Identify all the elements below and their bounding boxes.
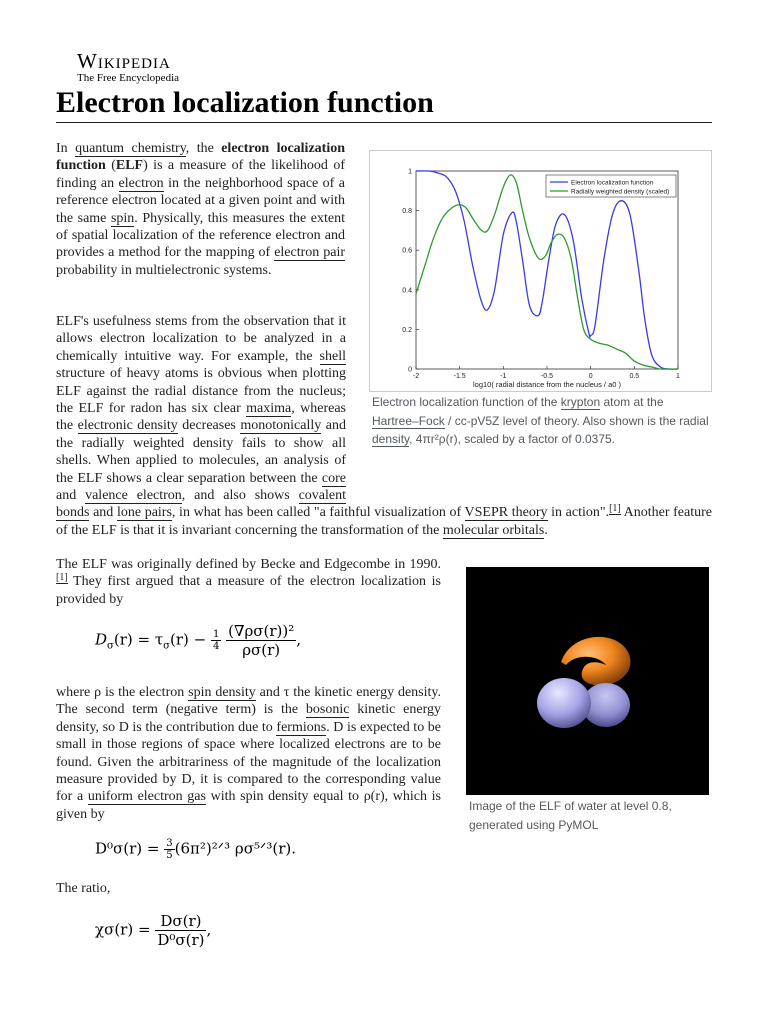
link-core[interactable]: core [321,470,346,486]
term-elf: electron localization function [56,141,346,174]
link-molecular-orbitals[interactable]: molecular orbitals [442,522,545,538]
link-spin-density[interactable]: spin density [188,685,256,700]
explanation-paragraph: where ρ is the electron spin density and τ the kinetic energy density. The second term (negative term) is the bosonic kinetic energy density, so D is the contribution due to fermions. D is expected to be small in those regions of space where localized electrons are to be found. Given the arbitrariness of the magnitude of the localization measure provided by D, it is compared to the corresponding value for a uniform electron gas with spin density equal to ρ(r), which is given by [56,685,442,822]
reference-1[interactable]: [1] [56,571,68,583]
logo-tagline: The Free Encyclopedia [77,72,180,84]
link-density[interactable]: density [372,432,410,446]
y-tick-label: 0.6 [402,247,412,255]
link-lone-pairs[interactable]: lone pairs [116,505,172,521]
link-uniform-electron-gas[interactable]: uniform electron gas [87,789,206,805]
page-title: Electron localization function [56,84,712,123]
link-monotonically[interactable]: monotonically [240,418,322,434]
link-krypton[interactable]: krypton [560,395,601,409]
logo-wordmark: Wikipedia [77,49,171,73]
y-tick-label: 0.8 [402,208,412,216]
x-axis-label: log10( radial distance from the nucleus / a0 ) [473,380,621,389]
x-tick-label: 1 [676,373,680,380]
usefulness-paragraph: ELF's usefulness stems from the observation that it allows electron localization to be analyzed in a chemically intuitive way. For example, the shell structure of heavy atoms is obvious when plotting ELF against the radial distance from the nucleus; the ELF for radon has six clear maxima, whereas the electronic density decreases monotonically and the radially weighted density fails to show all shells. When applied to molecules, an analysis of the ELF shows a clear separation between the core and valence electron, and also shows covalent bonds and lone pairs, in what has been called "a faithful visualization of VSEPR theory in action".[1] Another feature of the ELF is that it is invariant concerning the transformation of the molecular orbitals. [56,314,713,538]
x-tick-label: -2 [412,373,420,380]
y-tick-label: 0 [408,366,412,374]
link-electron[interactable]: electron [118,175,164,191]
link-bosonic[interactable]: bosonic [305,702,350,718]
equation-d-sigma: $D_\sigma(r) = \tau_\sigma(r)$ − $\frac{1}{4}$ $\frac{\text{(∇ρσ(r))²}}{\rho\sigma(r)}$ , [95,622,302,659]
link-spin[interactable]: spin [110,210,135,226]
x-tick-label: -1.5 [453,373,466,380]
legend-label-0: Electron localization function [571,179,654,187]
link-vsepr-theory[interactable]: VSEPR theory [464,505,548,521]
equation-chi-sigma: χσ(r) = $\frac{D\sigma(r)}{\text{D⁰σ(r)}}$ , [95,912,212,949]
hydrogen-lobe-left [537,678,591,728]
link-shell[interactable]: shell [319,348,346,364]
link-maxima[interactable]: maxima [246,401,292,417]
ratio-label: The ratio, [56,881,111,896]
water-elf-render [466,567,709,795]
link-electronic-density[interactable]: electronic density [77,418,178,434]
y-tick-label: 0.2 [402,326,412,334]
term-elf-abbr: ELF [115,158,144,174]
intro-paragraph: In quantum chemistry, the electron localization function (ELF) is a measure of the likelihood of finding an electron in the neighborhood space of a reference electron located at a given point and with the same spin. Physically, this measures the extent of spatial localization of the reference electron and provides a method for the mapping of electron pair probability in multielectronic systems. [56,141,346,278]
y-tick-label: 1 [408,168,412,176]
link-quantum-chemistry[interactable]: quantum chemistry [75,141,186,156]
water-elf-image [466,567,709,795]
x-tick-label: 0 [588,373,593,380]
link-fermions[interactable]: fermions [276,719,327,735]
x-tick-label: 0.5 [629,373,640,380]
link-hartree-fock[interactable]: Hartree–Fock [372,413,445,428]
reference-1[interactable]: [1] [609,502,621,514]
legend-label-1: Radially weighted density (scaled) [571,188,670,196]
y-tick-label: 0.4 [402,287,412,295]
lone-pair-lobe [561,637,630,686]
link-valence-electron[interactable]: valence electron [85,488,182,504]
x-tick-label: -0.5 [540,373,554,380]
link-covalent-bonds[interactable]: covalent bonds [56,488,346,521]
link-electron-pair[interactable]: electron pair [274,245,345,261]
wikipedia-logo[interactable] [77,50,179,84]
x-tick-label: -1 [500,373,507,380]
figure1-caption: Electron localization function of the krypton atom at the Hartree–Fock / cc-pV5Z level of theory. Also shown is the radial density, 4πr²ρ(r), scaled by a factor of 0.0375. [372,395,709,446]
equation-d0-sigma: D⁰σ(r) = $\frac{3}{5}$ (6π²)²ᐟ³ ρσ⁵ᐟ³(r). [95,838,296,861]
definition-paragraph: The ELF was originally defined by Becke and Edgecombe in 1990.[1] They first argued that a measure of the electron localization is provided by [56,557,441,607]
figure2-caption: Image of the ELF of water at level 0.8, generated using PyMOL [469,799,672,832]
